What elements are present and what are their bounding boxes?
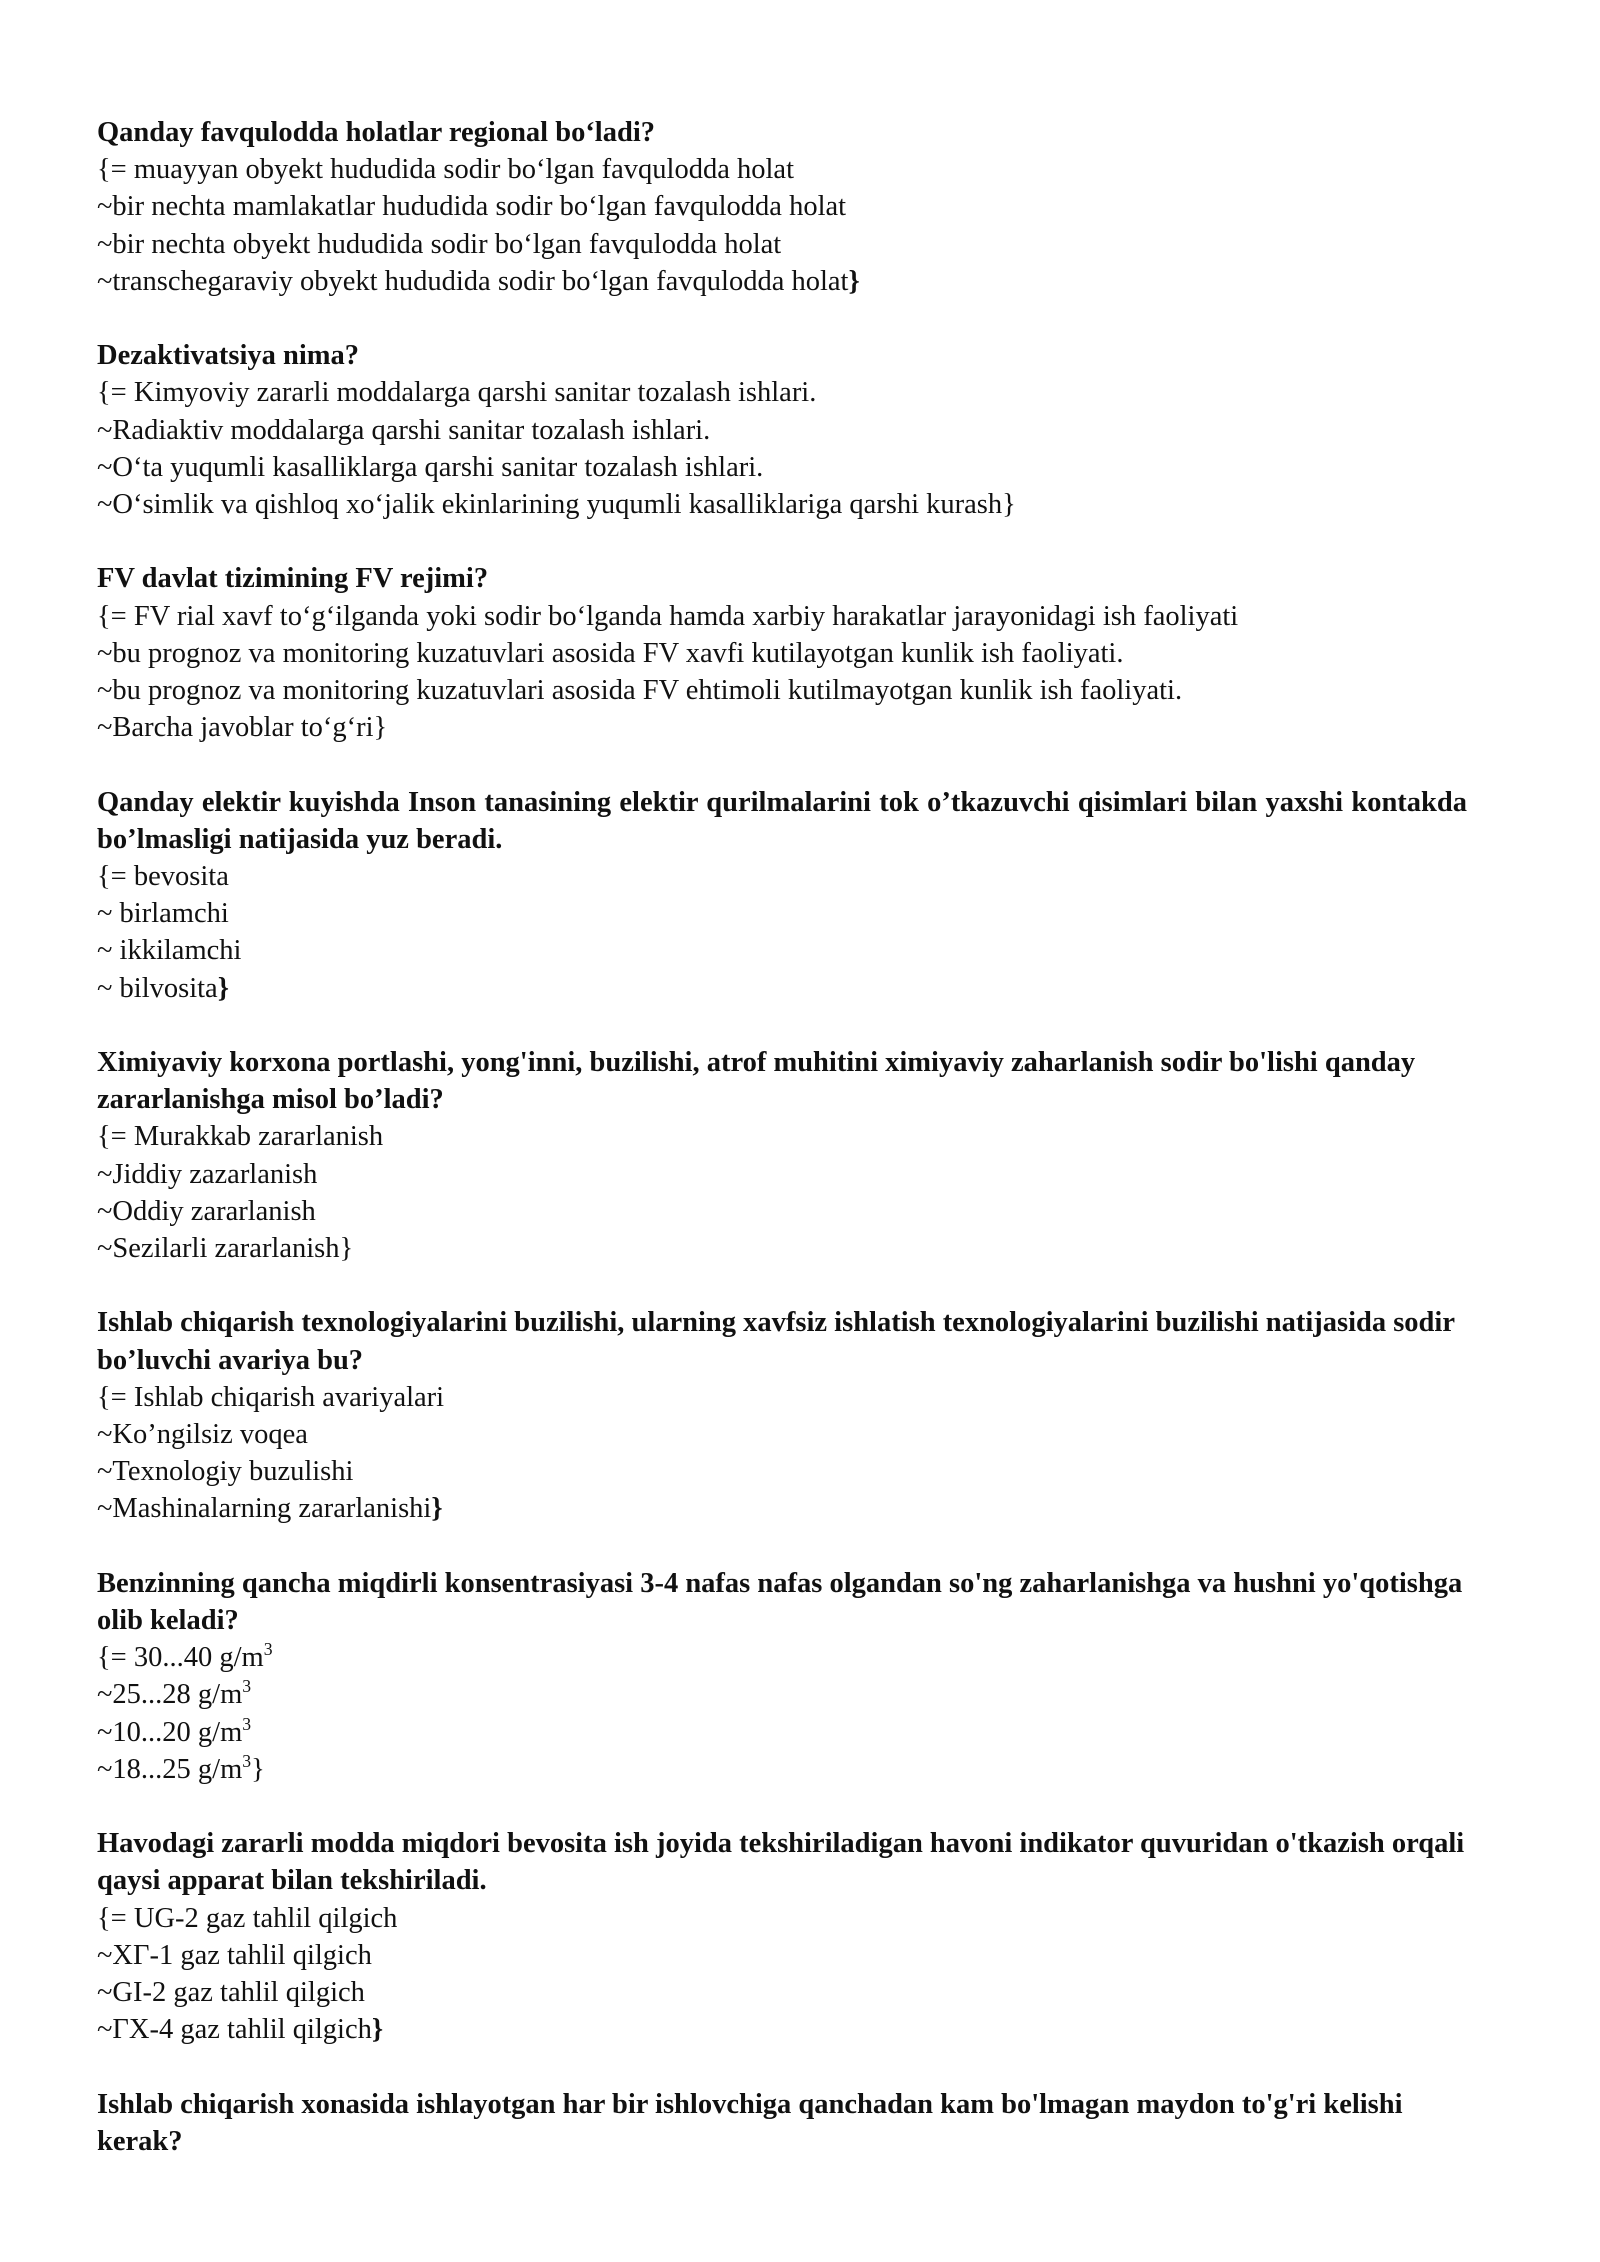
option-text: ~ bilvosita bbox=[97, 972, 218, 1004]
question-block bbox=[97, 337, 1467, 523]
answer-option bbox=[97, 1156, 1467, 1193]
closing-brace: } bbox=[217, 972, 229, 1004]
unit-exponent: 3 bbox=[263, 1639, 273, 1660]
option-text: {= FV rial xavf to‘g‘ilganda yoki sodir bo‘lganda hamda xarbiy harakatlar jarayonidagi ish faoliyati bbox=[97, 600, 1239, 632]
option-text: ~XГ-1 gaz tahlil qilgich bbox=[97, 1939, 372, 1971]
option-text: ~Ko’ngilsiz voqea bbox=[97, 1419, 308, 1451]
question-text: Dezaktivatsiya nima? bbox=[97, 340, 360, 372]
option-text: ~bu prognoz va monitoring kuzatuvlari asosida FV xavfi kutilayotgan kunlik ish faoliyati. bbox=[97, 637, 1124, 669]
question-text: Benzinning qancha miqdirli konsentrasiyasi 3-4 nafas nafas olgandan so'ng zaharlanishga va hushni yo'qotishga olib keladi? bbox=[97, 1567, 1463, 1637]
unit-exponent: 3 bbox=[242, 1676, 252, 1697]
question-block bbox=[97, 1825, 1467, 2048]
question-text: FV davlat tizimining FV rejimi? bbox=[97, 563, 489, 595]
option-text: ~Mashinalarning zararlanishi bbox=[97, 1493, 432, 1525]
option-text: ~18...25 g/m bbox=[97, 1753, 243, 1785]
question-text: Ishlab chiqarish xonasida ishlayotgan har bir ishlovchiga qanchadan kam bo'lmagan maydon to'g'ri kelishi kerak? bbox=[97, 2088, 1403, 2157]
answer-option bbox=[97, 895, 1467, 932]
option-text: ~Sezilarli zararlanish} bbox=[97, 1233, 354, 1265]
option-text: {= 30...40 g/m bbox=[97, 1642, 264, 1674]
closing-brace: } bbox=[251, 1753, 265, 1785]
unit-exponent: 3 bbox=[242, 1713, 252, 1734]
option-text: ~bir nechta mamlakatlar hududida sodir bo‘lgan favqulodda holat bbox=[97, 191, 847, 223]
option-text: ~O‘simlik va qishloq xo‘jalik ekinlarining yuqumli kasalliklariga qarshi kurash} bbox=[97, 489, 1016, 521]
question-text: Havodagi zararli modda miqdori bevosita ish joyida tekshiriladigan havoni indikator quvuridan o'tkazish orqali qaysi apparat bilan tekshiriladi. bbox=[97, 1828, 1465, 1897]
option-text: ~transchegaraviy obyekt hududida sodir bo‘lgan favqulodda holat bbox=[97, 265, 849, 297]
option-text: {= muayyan obyekt hududida sodir bo‘lgan favqulodda holat bbox=[97, 154, 794, 186]
option-text: ~GI-2 gaz tahlil qilgich bbox=[97, 1977, 365, 2009]
question-block bbox=[97, 2086, 1467, 2160]
question-block bbox=[97, 1304, 1467, 1527]
correct-answer-option bbox=[97, 374, 1467, 411]
unit-exponent: 3 bbox=[242, 1750, 252, 1771]
answer-option bbox=[97, 970, 1467, 1007]
question-text: Ishlab chiqarish texnologiyalarini buzilishi, ularning xavfsiz ishlatish texnologiyalarini buzilishi natijasida sodir bo’luvchi avariya bu? bbox=[97, 1307, 1455, 1376]
answer-option bbox=[97, 932, 1467, 969]
question-block bbox=[97, 784, 1467, 1007]
answer-option bbox=[97, 486, 1467, 523]
answer-option bbox=[97, 1676, 1467, 1713]
question-text: Ximiyaviy korxona portlashi, yong'inni, buzilishi, atrof muhitini ximiyaviy zaharlanish sodir bo'lishi qanday zararlanishga misol bo’ladi? bbox=[97, 1047, 1416, 1116]
option-text: ~25...28 g/m bbox=[97, 1679, 243, 1711]
closing-brace: } bbox=[371, 2014, 384, 2046]
option-text: ~Barcha javoblar to‘g‘ri} bbox=[97, 712, 388, 744]
closing-brace: } bbox=[848, 265, 860, 297]
answer-option bbox=[97, 2011, 1467, 2048]
option-text: ~ ikkilamchi bbox=[97, 935, 242, 967]
question-block bbox=[97, 560, 1467, 746]
answer-option bbox=[97, 672, 1467, 709]
answer-option bbox=[97, 226, 1467, 263]
option-text: ~10...20 g/m bbox=[97, 1716, 243, 1748]
option-text: ~ГХ-4 gaz tahlil qilgich bbox=[97, 2014, 372, 2046]
answer-option bbox=[97, 263, 1467, 300]
answer-option bbox=[97, 1193, 1467, 1230]
correct-answer-option bbox=[97, 1900, 1467, 1937]
answer-option bbox=[97, 188, 1467, 225]
answer-option bbox=[97, 635, 1467, 672]
answer-option bbox=[97, 1490, 1467, 1527]
option-text: ~Radiaktiv moddalarga qarshi sanitar tozalash ishlari. bbox=[97, 414, 711, 446]
correct-answer-option bbox=[97, 598, 1467, 635]
answer-option bbox=[97, 1751, 1467, 1788]
option-text: ~ birlamchi bbox=[97, 898, 229, 930]
answer-option bbox=[97, 1416, 1467, 1453]
option-text: ~bir nechta obyekt hududida sodir bo‘lgan favqulodda holat bbox=[97, 228, 782, 260]
option-text: ~Texnologiy buzulishi bbox=[97, 1456, 354, 1488]
answer-option bbox=[97, 709, 1467, 746]
correct-answer-option bbox=[97, 1639, 1467, 1676]
option-text: {= Kimyoviy zararli moddalarga qarshi sanitar tozalash ishlari. bbox=[97, 377, 817, 409]
answer-option bbox=[97, 1453, 1467, 1490]
answer-option bbox=[97, 1937, 1467, 1974]
answer-option bbox=[97, 449, 1467, 486]
correct-answer-option bbox=[97, 1118, 1467, 1155]
closing-brace: } bbox=[431, 1493, 443, 1525]
question-text: Qanday elektir kuyishda Inson tanasining elektir qurilmalarini tok o’tkazuvchi qisimlari bilan yaxshi kontakda bo’lmasligi natijasida yuz beradi. bbox=[97, 786, 1467, 855]
option-text: ~Oddiy zararlanish bbox=[97, 1195, 316, 1227]
answer-option bbox=[97, 1974, 1467, 2011]
answer-option bbox=[97, 1230, 1467, 1267]
option-text: {= Murakkab zararlanish bbox=[97, 1121, 384, 1153]
question-block bbox=[97, 1044, 1467, 1267]
option-text: ~bu prognoz va monitoring kuzatuvlari asosida FV ehtimoli kutilmayotgan kunlik ish faoliyati. bbox=[97, 675, 1183, 707]
option-text: {= Ishlab chiqarish avariyalari bbox=[97, 1381, 445, 1413]
option-text: ~Jiddiy zazarlanish bbox=[97, 1158, 318, 1190]
correct-answer-option bbox=[97, 151, 1467, 188]
question-block bbox=[97, 114, 1467, 300]
question-list bbox=[97, 114, 1467, 2197]
question-text: Qanday favqulodda holatlar regional bo‘ladi? bbox=[97, 117, 655, 148]
option-text: {= bevosita bbox=[97, 861, 229, 893]
answer-option bbox=[97, 412, 1467, 449]
option-text: ~O‘ta yuqumli kasalliklarga qarshi sanitar tozalash ishlari. bbox=[97, 451, 764, 483]
correct-answer-option bbox=[97, 1379, 1467, 1416]
correct-answer-option bbox=[97, 858, 1467, 895]
question-block bbox=[97, 1565, 1467, 1788]
answer-option bbox=[97, 1714, 1467, 1751]
option-text: {= UG-2 gaz tahlil qilgich bbox=[97, 1902, 398, 1934]
